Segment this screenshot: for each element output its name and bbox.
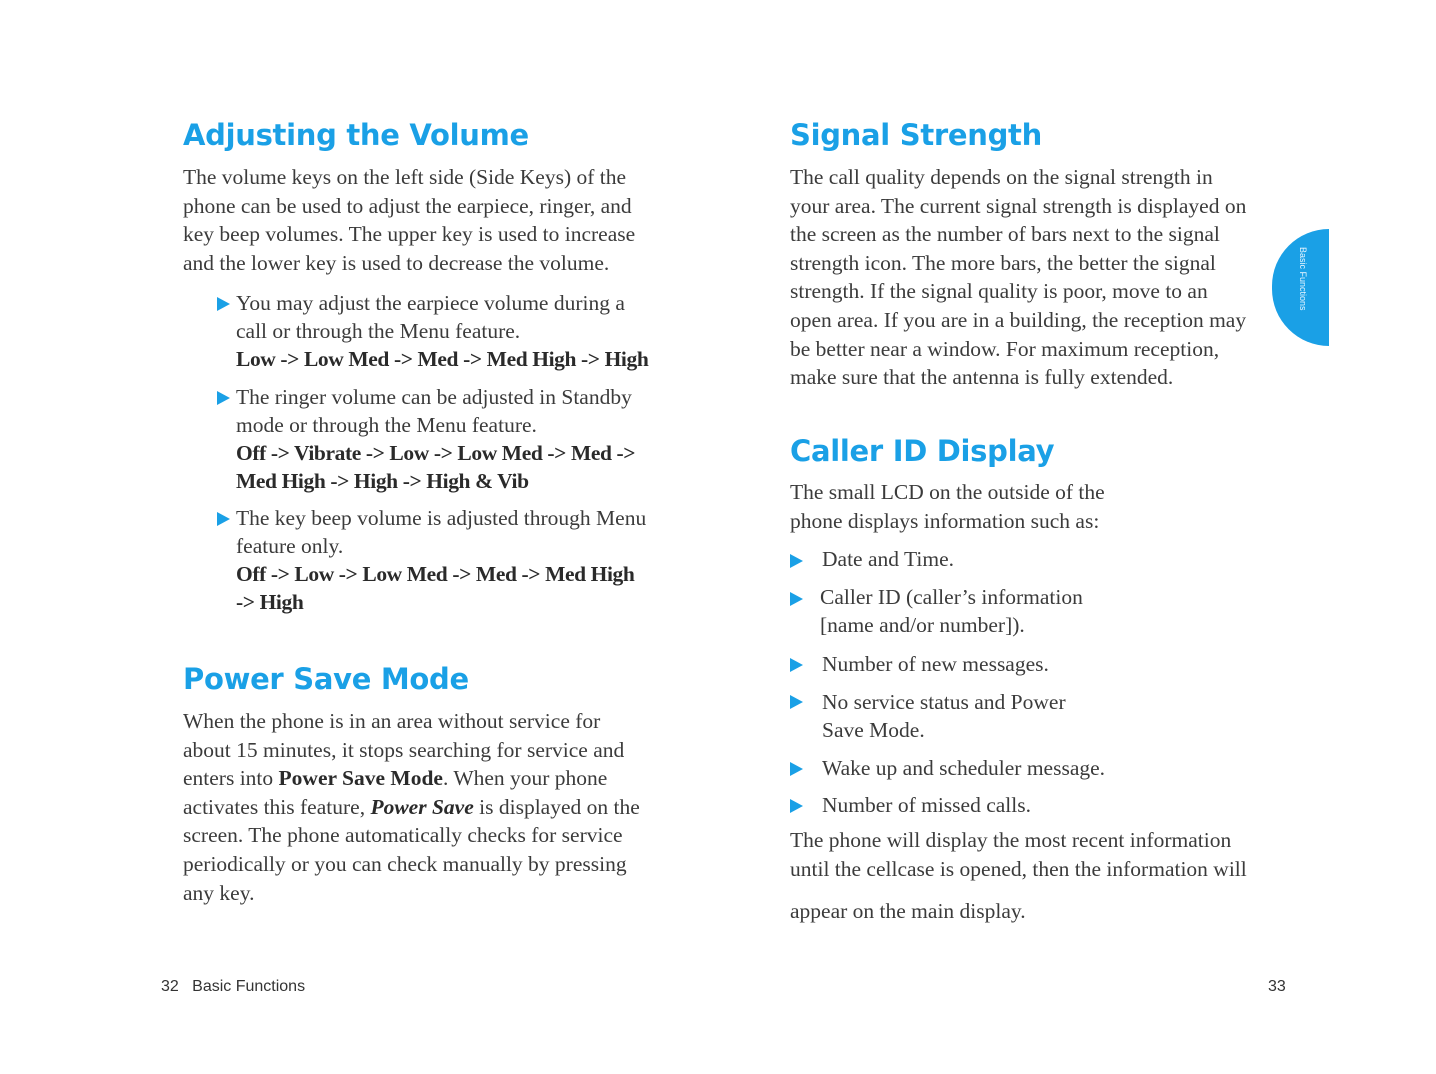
page-number: 32 xyxy=(161,978,179,995)
right-footer xyxy=(1268,978,1286,996)
power-save-body: When the phone is in an area without service for about 15 minutes, it stops searching for service and enters into Power Save Mode. When your phone activates this feature, Power Save is displayed on the screen. The phone automatically checks for service periodically or you can check manually by pressing any key. xyxy=(183,709,640,905)
caller-id-outro-last: appear on the main display. xyxy=(790,899,1026,923)
caller-id-outro: The phone will display the most recent information until the cellcase is opened, then the information will xyxy=(790,828,1247,881)
caller-id-heading: Caller ID Display xyxy=(790,434,1055,468)
left-footer xyxy=(161,978,305,996)
bullet-arrow-icon xyxy=(790,799,803,813)
volume-intro: The volume keys on the left side (Side Keys) of the phone can be used to adjust the earpiece, ringer, and key beep volumes. The upper key is used to increase and the lower key is used to decrease the volume. xyxy=(183,165,636,275)
page-number: 33 xyxy=(1268,978,1286,995)
caller-bullet-callerid: Caller ID (caller’s information [name and/or number]). xyxy=(820,585,1083,637)
caller-id-intro: The small LCD on the outside of the phone displays information such as: xyxy=(790,480,1105,533)
footer-section: Basic Functions xyxy=(192,978,306,995)
signal-heading: Signal Strength xyxy=(790,118,1042,152)
volume-heading: Adjusting the Volume xyxy=(183,118,529,152)
bullet-arrow-icon xyxy=(217,297,230,311)
section-side-tab xyxy=(1272,229,1329,346)
bullet-arrow-icon xyxy=(790,695,803,709)
bullet-arrow-icon xyxy=(790,592,803,606)
volume-bullet-ringer: The ringer volume can be adjusted in Standby mode or through the Menu feature. Off -> Vibrate -> Low -> Low Med -> Med -> Med High -> High -> High & Vib xyxy=(236,385,636,493)
volume-bullet-earpiece: You may adjust the earpiece volume during a call or through the Menu feature. Low -> Low Med -> Med -> Med High -> High xyxy=(236,291,649,371)
caller-bullet-messages: Number of new messages. xyxy=(822,652,1049,676)
volume-bullet-keybeep: The key beep volume is adjusted through Menu feature only. Off -> Low -> Low Med -> Med -> Med High -> High xyxy=(236,506,647,614)
bullet-arrow-icon xyxy=(790,554,803,568)
bullet-arrow-icon xyxy=(217,512,230,526)
caller-bullet-wakeup: Wake up and scheduler message. xyxy=(822,756,1106,780)
bullet-arrow-icon xyxy=(217,391,230,405)
signal-body: The call quality depends on the signal strength in your area. The current signal strength is displayed on the screen as the number of bars next to the signal strength icon. The more bars, the better the signal strength. If the signal quality is poor, move to an open area. If you are in a building, the reception may be better near a window. For maximum reception, make sure that the antenna is fully extended. xyxy=(790,165,1247,390)
side-tab-label: Basic Functions xyxy=(1298,247,1308,311)
bullet-arrow-icon xyxy=(790,658,803,672)
caller-bullet-service: No service status and Power Save Mode. xyxy=(822,690,1066,742)
caller-bullet-missed: Number of missed calls. xyxy=(822,793,1031,817)
bullet-arrow-icon xyxy=(790,762,803,776)
caller-bullet-date: Date and Time. xyxy=(822,547,954,571)
power-save-heading: Power Save Mode xyxy=(183,662,469,696)
